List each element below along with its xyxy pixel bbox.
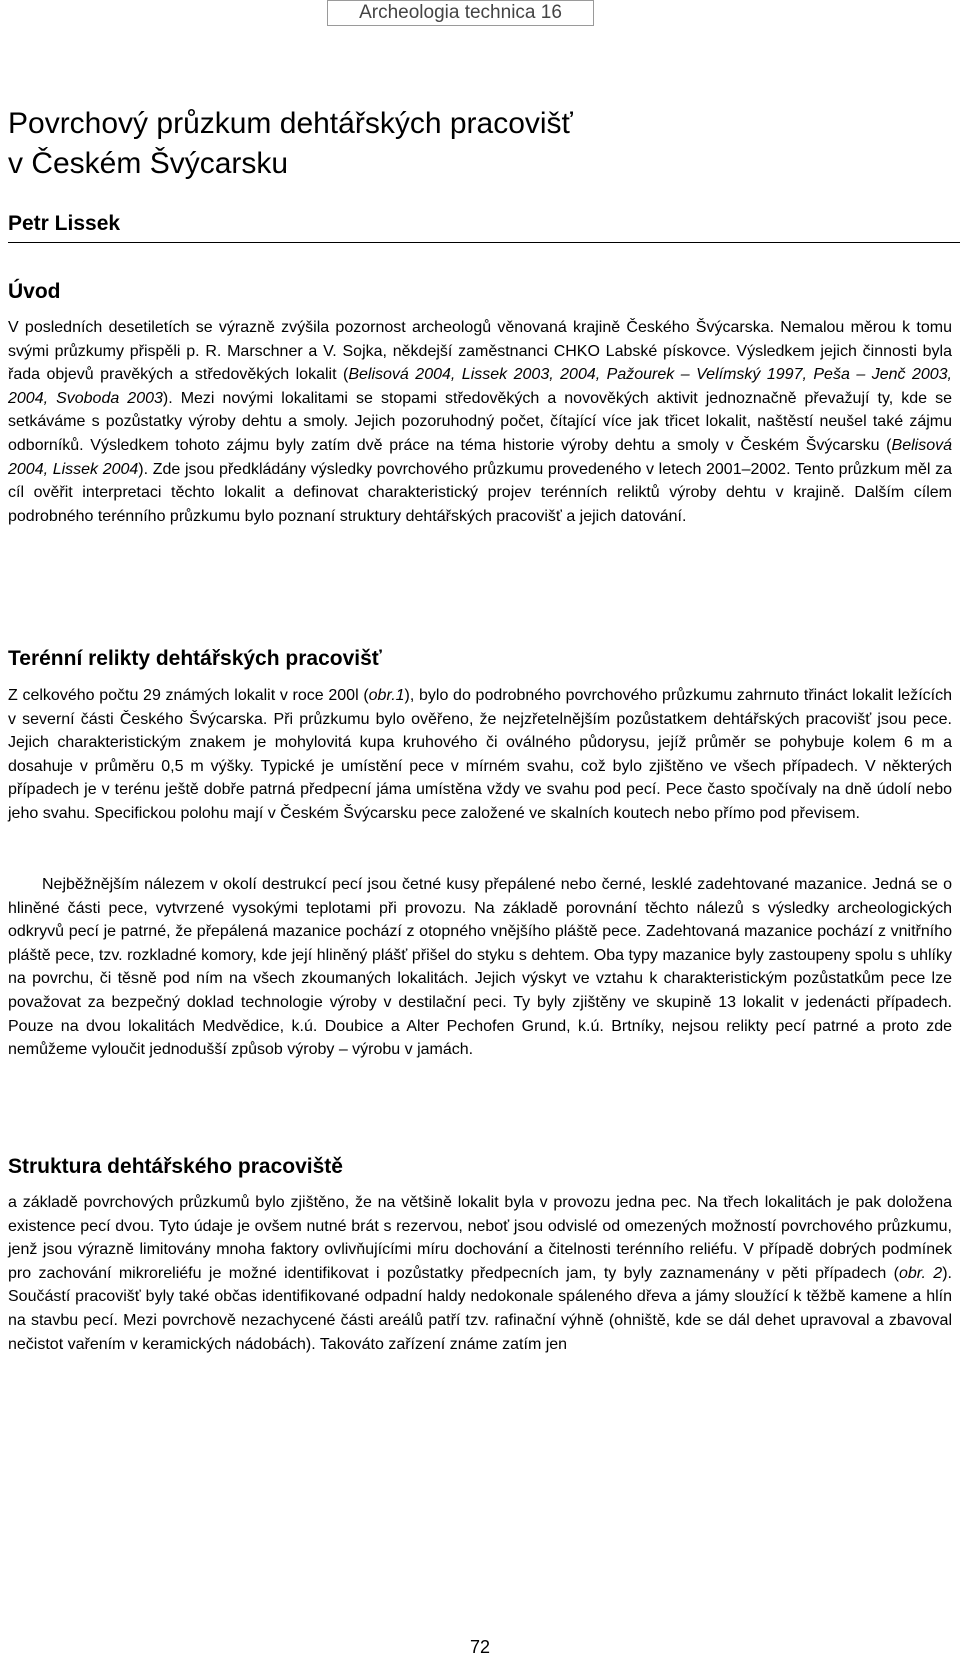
section-heading-terrain: Terénní relikty dehtářských pracovišť <box>8 647 382 670</box>
paragraph-text: ). Součástí pracovišť byly také občas identifikované odpadní haldy nedokonale spáleného dřeva a jámy sloužící k těžbě kamene a hlín na stavbu pecí. Mezi povrchově nezachycené části areálů patří tzv. rafinační výhně (ohniště, kde se dál dehet upravoval a zbavoval nečistot vařením v keramických nádobách). Takováto zařízení známe zatím jen <box>8 1264 952 1353</box>
running-header-text: Archeologia technica 16 <box>359 2 562 23</box>
paragraph-text: ), bylo do podrobného povrchového průzkumu zahrnuto třináct lokalit ležících v severní části Českého Švýcarska. Při průzkumu bylo ověřeno, že nejzřetelnějším pozůstatkem dehtářských pracovišť jsou pece. Jejich charakteristickým znakem je mohylovitá kupa kruhového či oválného půdorysu, jejíž průměr se pohybuje kolem 6 m a dosahuje v průměru 0,5 m výšky. Typické je umístění pece v mírném svahu, což bylo zjištěno ve všech případech. V některých případech je v terénu ještě dobře patrná předpecní jáma umístěna vždy ve svahu pod pecí. Pece často spočívaly na dně údolí nebo jeho svahu. Specifickou polohu mají v Českém Švýcarsku pece založené ve skalních koutech nebo přímo pod převisem. <box>8 687 952 822</box>
page-number: 72 <box>469 1637 491 1657</box>
citation: Belisová 2004, Lissek 2003, 2004, Pažourek – Velímský 1997, Peša – Jenč 2003, 2004, Svoboda 2003 <box>8 366 953 407</box>
article-title <box>8 104 948 184</box>
article-title-line-2: v Českém Švýcarsku <box>8 147 289 180</box>
article-title-line-1: Povrchový průzkum dehtářských pracovišť <box>8 107 573 140</box>
author-name: Petr Lissek <box>8 212 121 235</box>
paragraph-terrain-1 <box>8 684 952 826</box>
running-header <box>327 0 594 26</box>
paragraph-text: V posledních desetiletích se výrazně zvýšila pozornost archeologů věnovaná krajině Českého Švýcarska. Nemalou měrou k tomu svými průzkumy přispěli p. R. Marschner a V. Sojka, někdejší zaměstnanci CHKO Labské pískovce. Výsledkem jejich činnosti byla řada objevů pravěkých a středověkých lokalit ( <box>8 319 952 384</box>
section-heading-intro: Úvod <box>8 280 61 303</box>
section-heading-structure: Struktura dehtářského pracoviště <box>8 1155 343 1178</box>
paragraph-structure <box>8 1191 952 1356</box>
paragraph-terrain-2 <box>8 873 952 1062</box>
paragraph-text: a základě povrchových průzkumů bylo zjištěno, že na většině lokalit byla v provozu jedna pec. Na třech lokalitách je pak doložena existence pecí dvou. Tyto údaje je ovšem nutné brát s rezervou, neboť jsou odvislé od omezených možností povrchového průzkumu, jenž jsou výrazně limitovány mnoha faktory ovlivňujícími míru dochování a čitelnosti terénního reliéfu. V případě dobrých podmínek pro zachování mikroreliéfu je možné identifikovat i pozůstatky předpecních jam, ty byly zaznamenány v pěti případech ( <box>8 1194 952 1282</box>
citation: obr.1 <box>368 687 405 704</box>
citation: Belisová 2004, Lissek 2004 <box>8 436 952 478</box>
paragraph-text: ). Mezi novými lokalitami se stopami středověkých a novověkých aktivit jednoznačně převažují ty, kde se setkáváme s pozůstatky výroby dehtu a smoly. Jejich pozoruhodný počet, čítající více jak třicet lokalit, naštěstí neušel také zájmu odborníků. Výsledkem tohoto zájmu byly zatím dvě práce na téma historie výroby dehtu a smoly v Českém Švýcarsku ( <box>8 389 952 454</box>
header-divider <box>8 242 960 243</box>
paragraph-text: Z celkového počtu 29 známých lokalit v roce 200l ( <box>8 687 369 704</box>
citation: obr. 2 <box>898 1264 943 1282</box>
paragraph-text: Nejběžnějším nálezem v okolí destrukcí pecí jsou četné kusy přepálené nebo černé, lesklé zadehtované mazanice. Jedná se o hliněné části pece, vytvrzené vysokými teplotami při provozu. Na základě porovnání těchto nálezů s výsledky archeologických odkryvů pecí je patrné, že přepálená mazanice pochází z otopného vnějšího pláště pece. Zadehtovaná mazanice pochází z vnitřního pláště pece, tzv. rozkladné komory, kde její hliněný plášť přišel do styku s dehtem. Oba typy mazanice byly zastoupeny spolu s uhlíky na povrchu, či těsně pod ním na všech zkoumaných lokalitách. Jejich výskyt ve vztahu k charakteristickým pozůstatkům pece lze považovat za bezpečný doklad technologie výroby v destilační peci. Ty byly zjištěny ve skupině 13 lokalit v jedenácti případech. Pouze na dvou lokalitách Medvědice, k.ú. Doubice a Alter Pechofen Grund, k.ú. Brtníky, nejsou relikty pecí patrné a proto zde nemůžeme vyloučit jednodušší způsob výroby – výrobu v jamách. <box>8 876 952 1059</box>
paragraph-text: ). Zde jsou předkládány výsledky povrchového průzkumu provedeného v letech 2001–2002. Tento průzkum měl za cíl ověřit interpretaci těchto lokalit a definovat charakteristický projev terénních reliktů výroby dehtu v krajině. Dalším cílem podrobného terénního průzkumu bylo poznaní struktury dehtářských pracovišť a jejich datování. <box>8 460 953 525</box>
paragraph-intro <box>8 316 952 528</box>
